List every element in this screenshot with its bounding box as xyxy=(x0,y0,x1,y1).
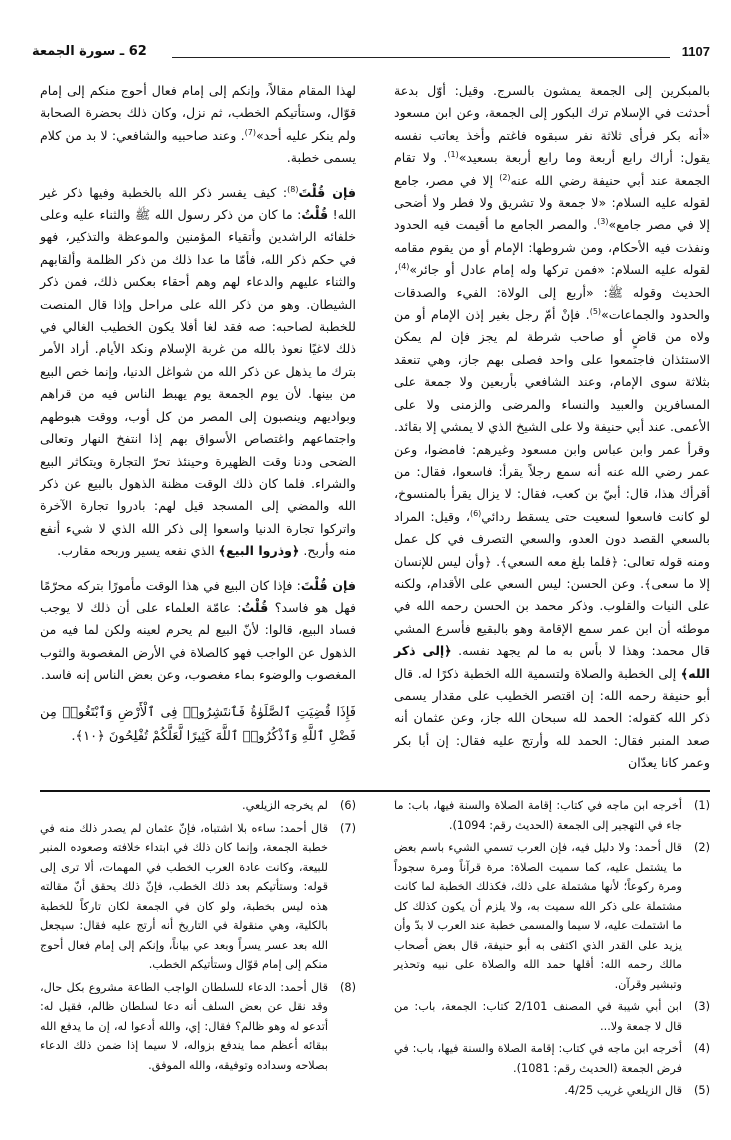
text-run: ، وقيل: المراد بالسعي القصد دون العدو، والسعي التصرف في كل عمل ومنه قوله تعالى: ﴿فلما بلغ معه السعي﴾. ﴿وأن ليس للإنسان إلا ما سعى﴾. وعن الحسن: ليس السعي على الأقدام، ولكنه على النيات والقلوب. وذكر محمد بن الحسن رحمه الله في موطئه أن ابن عمر سمع الإقامة وهو بالبقيع فأسرع المشي قال محمد: وهذا لا بأس به ما لم يجهد نفسه. xyxy=(394,508,710,659)
footnote xyxy=(40,819,356,975)
footnotes-left xyxy=(40,796,356,1078)
footnote-ref[interactable]: (5) xyxy=(589,306,602,316)
text-run: . ولا تقام الجمعة عند أبي حنيفة رضي الله عنه xyxy=(394,150,710,188)
answer-marker: قُلْتُ xyxy=(241,599,269,615)
text-run: ، الحديث وقوله ﷺ: «أربع إلى الولاة: الفيء والصدقات والحدود والجماعات» xyxy=(394,262,710,323)
paragraph xyxy=(394,80,710,775)
question-marker: فإن قُلْتَ xyxy=(298,184,357,200)
answer-marker: قُلْتُ xyxy=(301,207,329,223)
text-run: : عامّة العلماء على أن ذلك لا يوجب فساد البيع، قالوا: لأنّ البيع لم يحرم لعينه ولكن لما فيه من الذهول عن الواجب فهو كالصلاة في الأرض المغصوبة والثوب المغصوب والوضوء بماء مغصوب، وعن بعض الناس إنه فاسد. xyxy=(40,599,356,683)
footnote xyxy=(40,978,356,1076)
footnote-text: قال أحمد: الدعاء للسلطان الواجب الطاعة مشروع بكل حال، وقد نقل عن بعض السلف أنه دعا لسلطان ظالم، فقيل له: أتدعو له وهو ظالم؟ فقال: إي، والله أدعوا له، إن ما يدفع الله ببقائه أعظم مما يندفع بزواله، لا سيما إذا ضمن ذلك الدعاء بصلاحه وسداده وتوفيقه، والله الموفق. xyxy=(40,980,328,1072)
paragraph xyxy=(40,575,356,687)
text-run: الذي نفعه يسير وربحه مقارب. xyxy=(57,543,219,559)
footnote-ref[interactable]: (2) xyxy=(499,172,511,182)
footnote-ref[interactable]: (3) xyxy=(597,217,609,227)
text-run: إلا في مصر، جامع لقوله عليه السلام: «لا جمعة ولا تشريق ولا فطر ولا أضحى إلا في مصر جامع» xyxy=(394,172,710,233)
text-run: لهذا المقام مقالاً، وإنكم إلى إمام فعال أحوج منكم إلى إمام قوّال، وستأتيكم الخطب، ثم نزل، وكان ذلك بحضرة الصحابة ولم ينكر عليه أحد» xyxy=(40,83,356,143)
footnote-number: (2) xyxy=(693,841,710,854)
footnote-text: أخرجه ابن ماجه في كتاب: إقامة الصلاة والسنة فيها، باب: ما جاء في التهجير إلى الجمعة (الحديث رقم: 1094). xyxy=(394,799,682,832)
quran-quote: ﴿إلى ذكر الله﴾ xyxy=(394,643,710,681)
footnote-number: (6) xyxy=(339,799,356,812)
footnote-number: (3) xyxy=(693,1000,710,1013)
footnote-ref[interactable]: (1) xyxy=(447,150,459,160)
footnote-number: (4) xyxy=(693,1042,710,1055)
left-text-column xyxy=(40,80,356,749)
page-number: 1107 xyxy=(681,44,710,59)
footnote xyxy=(394,838,710,994)
footnote-ref[interactable]: (7) xyxy=(244,127,256,137)
text-run: إلى الخطبة والصلاة ولتسمية الله الخطبة ذكرًا له. قال أبو حنيفة رحمه الله: إن اقتصر الخطيب على مقدار يسمى ذكر الله كقوله: الحمد لله سبحان الله جاز، وعن عثمان أنه صعد المنبر فقال: الحمد لله وأرتج عليه فقال: إن أبا بكر وعمر كانا يعدّان xyxy=(394,665,710,771)
right-text-column xyxy=(394,80,710,775)
running-header xyxy=(32,44,710,66)
footnote xyxy=(40,796,356,816)
footnote-ref[interactable]: (4) xyxy=(398,262,410,272)
footnote-number: (8) xyxy=(339,980,356,994)
text-run: : كيف يفسر ذكر الله بالخطبة وفيها ذكر غير الله! xyxy=(40,184,356,223)
footnote-number: (5) xyxy=(693,1084,710,1097)
question-marker: فإن قُلْتَ xyxy=(300,577,357,593)
paragraph xyxy=(40,182,356,563)
footnote-text: قال أحمد: ولا دليل فيه، فإن العرب تسمي الشيء باسم بعض ما يشتمل عليه، كما سميت الصلاة: مرة قرآناً ومرة سجوداً ومرة ركوعاً؛ لأنها مشتملة على ذلك، فكذلك الخطبة لما كانت مشتملة على ذكر الله سميت به، ولا يلزم أن يكون كذلك كل ما اشتملت عليه، لا سيما والمسمى خطبة عند العرب لا بدّ وأن يزيد على القدر الذي اكتفى به أبو حنيفة، قال بعض أصحاب مالك رحمه الله: أقلها حمد الله والصلاة على نبيه وتحذير وتبشير وقرآن. xyxy=(394,841,682,991)
sura-title: 62 ـ سورة الجمعة xyxy=(32,44,147,59)
quran-verse: فَإِذَا قُضِيَتِ ٱلصَّلَوٰةُ فَٱنتَشِرُوا۟ فِى ٱلْأَرْضِ وَٱبْتَغُوا۟ مِن فَضْلِ ٱللَّهِ وَٱذْكُرُوا۟ ٱللَّهَ كَثِيرًا لَّعَلَّكُمْ تُفْلِحُونَ ﴿١٠﴾. xyxy=(40,704,356,744)
footnote-ref[interactable]: (6) xyxy=(469,508,482,518)
footnote-text: قال أحمد: ساءه بلا اشتباه، فإنّ عثمان لم يصدر ذلك منه في خطبة الجمعة، وإنما كان ذلك في ابتداء خلافته وصعوده المنبر للبيعة، وكانت عادة العرب الخطب في المهمات، ألا ترى إلى قوله: وستأتيكم بعد ذلك الخطب، فإنّ ذلك يحقق أنّ مقالته هذه ليس بخطبة، ولو كان في الجمعة لكان تاركاً للخطبة بالكلية، وهي منقولة في التاريخ أنه أرتج عليه فقال: سيجعل الله بعد عسر يسراً وبعد عي بياناً، وإنكم إلى إمام فعال أحوج منكم إلى إمام قوّال وستأتيكم الخطب. xyxy=(40,821,328,971)
text-run: . فإنْ أمّ رجل بغير إذن الإمام أو من ولاه من قاضٍ أو صاحب شرطة لم يجز فإن لم يمكن الاستئذان فاجتمعوا على واحد فصلى بهم جاز، وهي تنعقد بثلاثة سوى الإمام، وعند الشافعي بأربعين ولا جمعة على المسافرين والعبيد والنساء والمرضى والزمنى ولا على الأعمى. عند أبي حنيفة ولا على الشيخ الذي لا يمشي إلا بقائد. وقرأ عمر وابن عباس وابن مسعود وغيرهم: فامضوا، وعن عمر رضي الله عنه أنه سمع رجلاً يقرأ: فاسعوا، فقال: من أقرأك هذا، قال: أبيّ بن كعب، فقال: لا يزال يقرأ بالمنسوخ، لو كانت فاسعوا لسعيت حتى يسقط ردائي xyxy=(394,307,710,524)
footnote-separator xyxy=(40,790,710,792)
paragraph xyxy=(40,80,356,170)
footnotes-right xyxy=(394,796,710,1104)
footnote xyxy=(394,997,710,1036)
quran-quote: ﴿وذروا البيع﴾ xyxy=(218,543,300,559)
footnote-number: (7) xyxy=(339,821,356,835)
text-run: بالمبكرين إلى الجمعة يمشون بالسرج. وقيل: أوّل بدعة أحدثت في الإسلام ترك البكور إلى الجمعة، وعن ابن مسعود «أنه بكر فرأى ثلاثة نفر سبقوه فاغتم وأخذ يعاتب نفسه يقول: أراك رابع أربعة وما رابع أربعة بسعيد» xyxy=(394,83,710,166)
footnote xyxy=(394,796,710,835)
text-run: . وعند صاحبيه والشافعي: لا بد من كلام يسمى خطبة. xyxy=(40,127,356,166)
footnote-text: لم يخرجه الزيلعي. xyxy=(241,799,328,812)
footnote xyxy=(394,1039,710,1078)
footnote-number: (1) xyxy=(693,799,710,812)
footnote-text: أخرجه ابن ماجه في كتاب: إقامة الصلاة والسنة فيها، باب: في فرض الجمعة (الحديث رقم: 1081). xyxy=(394,1042,682,1075)
footnote-text: ابن أبي شيبة في المصنف 2/101 كتاب: الجمعة، باب: من قال لا جمعة ولا... xyxy=(394,1000,682,1033)
text-run: : ما كان من ذكر رسول الله ﷺ والثناء عليه وعلى خلفائه الراشدين وأتقياء المؤمنين والموعظة والتذكير، فهو في حكم ذكر الله، فأمّا ما عدا ذلك من ذكر الظلمة وألقابهم والثناء عليهم والدعاء لهم وهم أحقاء بعكس ذلك، فمن ذكر الشيطان. وهو من ذكر الله على مراحل وإذا قال المنصت للخطبة لصاحبه: صه فقد لغا أفلا يكون الخطيب الغالي في ذلك لاغيًا نعوذ بالله من غربة الإسلام ونكد الأيام. أراد الأمر بترك ما يذهل عن ذكر الله من شواغل الدنيا، وإنما خص البيع من بينها. لأن يوم الجمعة يوم يهبط الناس فيه من قراهم وبواديهم وينصبون إلى المصر من كل أوب، ووقت هبوطهم واجتماعهم واغتصاص الأسواق بهم إذا انتفخ النهار وتعالى الضحى ودنا وقت الظهيرة وحينئذ تحرّ التجارة ويتكاثر البيع والشراء. فلما كان ذلك الوقت مظنة الذهول بالبيع عن ذكر الله والمضي إلى المسجد قيل لهم: بادروا تجارة الآخرة واتركوا تجارة الدنيا واسعوا إلى ذكر الله الذي لا شيء أنفع منه وأربح. xyxy=(40,207,356,559)
footnote xyxy=(394,1081,710,1101)
header-rule xyxy=(172,57,670,58)
footnote-ref[interactable]: (8) xyxy=(287,184,299,194)
footnote-text: قال الزيلعي غريب 4/25. xyxy=(564,1084,682,1097)
text-run: . والمصر الجامع ما أقيمت فيه الحدود ونفذت فيه الأحكام، ومن شروطها: الإمام أو من يقوم مقامه لقوله عليه السلام: «فمن تركها وله إمام عادل أو جائر» xyxy=(394,217,710,278)
text-run: : فإذا كان البيع في هذا الوقت مأمورًا بتركه محرّمًا فهل هو فاسد؟ xyxy=(40,577,356,615)
